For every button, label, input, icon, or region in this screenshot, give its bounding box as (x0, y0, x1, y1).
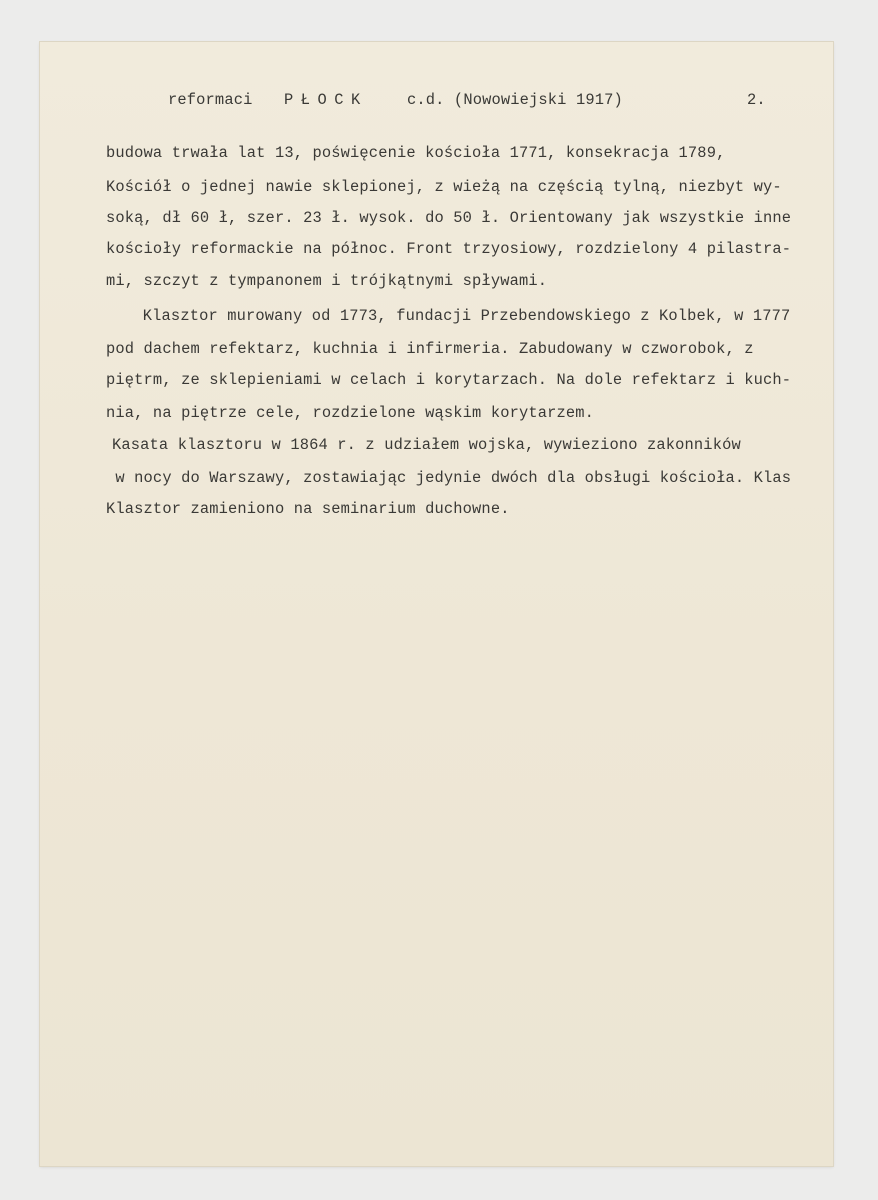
text-line: kościoły reformackie na północ. Front trzyosiowy, rozdzielony 4 pilastra- (106, 240, 792, 258)
text-line: budowa trwała lat 13, poświęcenie kościoła 1771, konsekracja 1789, (106, 144, 726, 162)
text-line: pod dachem refektarz, kuchnia i infirmeria. Zabudowany w czworobok, z (106, 340, 754, 358)
text-line: nia, na piętrze cele, rozdzielone wąskim korytarzem. (106, 404, 595, 422)
text-line: Klasztor zamieniono na seminarium duchowne. (106, 500, 510, 518)
text-line: w nocy do Warszawy, zostawiając jedynie dwóch dla obsługi kościoła. Klas (106, 469, 792, 487)
text-line: piętrm, ze sklepieniami w celach i korytarzach. Na dole refektarz i kuch- (106, 371, 792, 389)
page-number: 2. (747, 91, 766, 109)
text-line: Klasztor murowany od 1773, fundacji Przebendowskiego z Kolbek, w 1777 (124, 307, 791, 325)
header-source: c.d. (Nowowiejski 1917) (407, 91, 623, 109)
text-line: Kasata klasztoru w 1864 r. z udziałem wojska, wywieziono zakonników (112, 436, 741, 454)
header-order: reformaci (168, 91, 253, 109)
text-line: mi, szczyt z tympanonem i trójkątnymi spływami. (106, 272, 548, 290)
header-city: PŁOCK (284, 91, 368, 109)
text-line: Kościół o jednej nawie sklepionej, z wieżą na częścią tylną, niezbyt wy- (106, 178, 782, 196)
text-line: soką, dł 60 ł, szer. 23 ł. wysok. do 50 ł. Orientowany jak wszystkie inne (106, 209, 792, 227)
